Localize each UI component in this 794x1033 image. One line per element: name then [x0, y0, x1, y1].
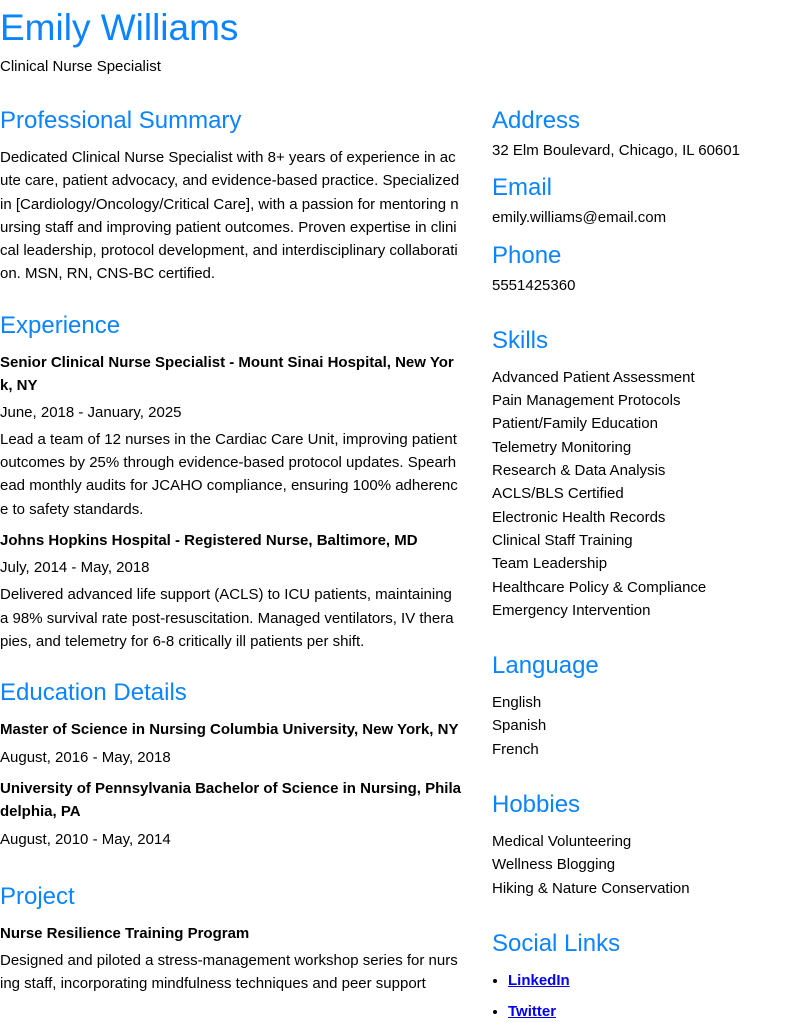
skills-section: [492, 324, 792, 622]
education-heading: Education Details: [0, 679, 187, 707]
summary-text: Dedicated Clinical Nurse Specialist with 8+ years of experience in acute care, patient advocacy, and evidence-based practice. Specialized in [Cardiology/Oncology/Critical Care], with a passion for mentoring nursing staff and improving patient outcomes. Proven expertise in clinical leadership, protocol development, and interdisciplinary collaboration. MSN, RN, CNS-BC certified.: [0, 149, 460, 283]
email-section: [492, 171, 792, 229]
experience-dates: July, 2014 - May, 2018: [0, 559, 150, 577]
twitter-link[interactable]: Twitter: [508, 1002, 557, 1020]
skills-list: [492, 366, 792, 622]
language-section: [492, 649, 792, 761]
email-heading: Email: [492, 174, 553, 202]
experience-title: Johns Hopkins Hospital - Registered Nurse, Baltimore, MD: [0, 531, 418, 549]
project-description: Designed and piloted a stress-management workshop series for nursing staff, incorporating mindfulness techniques and peer support: [0, 952, 458, 993]
social-heading: Social Links: [492, 929, 621, 957]
skill-item: Advanced Patient Assessment: [492, 368, 695, 386]
language-item: English: [492, 694, 542, 712]
experience-description: Lead a team of 12 nurses in the Cardiac Care Unit, improving patient outcomes by 25% through evidence-based protocol updates. Spearhead monthly audits for JCAHO compliance, ensuring 100% adherence to safety standards.: [0, 430, 458, 518]
skill-item: Patient/Family Education: [492, 415, 658, 433]
skill-item: Electronic Health Records: [492, 508, 666, 526]
social-list: [492, 971, 792, 1022]
address-section: [492, 104, 792, 162]
education-dates: August, 2016 - May, 2018: [0, 748, 171, 766]
skill-item: Telemetry Monitoring: [492, 438, 632, 456]
hobbies-heading: Hobbies: [492, 791, 581, 819]
experience-title: Senior Clinical Nurse Specialist - Mount Sinai Hospital, New York, NY: [0, 353, 454, 395]
phone-value: 5551425360: [492, 276, 576, 294]
experience-item: [0, 529, 461, 653]
social-section: [492, 927, 792, 1022]
right-column: [492, 104, 792, 1033]
experience-heading: Experience: [0, 311, 121, 339]
phone-section: [492, 239, 792, 297]
summary-section: [0, 104, 461, 286]
email-value: emily.williams@email.com: [492, 209, 667, 227]
social-item: [508, 1002, 792, 1022]
linkedin-link[interactable]: LinkedIn: [508, 971, 570, 989]
experience-description: Delivered advanced life support (ACLS) to ICU patients, maintaining a 98% survival rate post-resuscitation. Managed ventilators, IV therapies, and telemetry for 6-8 critically ill patients per shift.: [0, 586, 454, 651]
experience-section: [0, 309, 461, 654]
project-section: [0, 880, 461, 996]
hobby-item: Hiking & Nature Conservation: [492, 879, 690, 897]
skill-item: Research & Data Analysis: [492, 462, 666, 480]
skill-item: Healthcare Policy & Compliance: [492, 578, 707, 596]
language-item: Spanish: [492, 717, 547, 735]
job-title: Clinical Nurse Specialist: [0, 58, 161, 75]
project-item: [0, 922, 461, 996]
candidate-name: Emily Williams: [0, 7, 239, 48]
skill-item: Team Leadership: [492, 555, 608, 573]
experience-dates: June, 2018 - January, 2025: [0, 404, 182, 422]
language-item: French: [492, 740, 539, 758]
skill-item: Pain Management Protocols: [492, 392, 681, 410]
language-heading: Language: [492, 652, 599, 680]
hobbies-section: [492, 788, 792, 900]
education-title: University of Pennsylvania Bachelor of Science in Nursing, Philadelphia, PA: [0, 779, 461, 821]
education-dates: August, 2010 - May, 2014: [0, 830, 171, 848]
summary-heading: Professional Summary: [0, 107, 242, 134]
language-list: [492, 691, 792, 761]
education-item: [0, 718, 461, 769]
hobby-item: Wellness Blogging: [492, 856, 616, 874]
project-heading: Project: [0, 882, 75, 910]
education-item: [0, 777, 461, 851]
address-value: 32 Elm Boulevard, Chicago, IL 60601: [492, 142, 740, 159]
skill-item: Emergency Intervention: [492, 601, 651, 619]
skill-item: ACLS/BLS Certified: [492, 485, 624, 503]
hobby-item: Medical Volunteering: [492, 833, 632, 851]
skill-item: Clinical Staff Training: [492, 531, 633, 549]
project-title: Nurse Resilience Training Program: [0, 924, 250, 942]
left-column: [0, 104, 461, 996]
education-section: [0, 676, 461, 850]
education-title: Master of Science in Nursing Columbia University, New York, NY: [0, 721, 459, 739]
experience-item: [0, 351, 461, 521]
hobbies-list: [492, 830, 792, 900]
phone-heading: Phone: [492, 241, 562, 269]
social-item: [508, 971, 792, 991]
address-heading: Address: [492, 107, 581, 134]
skills-heading: Skills: [492, 326, 549, 354]
